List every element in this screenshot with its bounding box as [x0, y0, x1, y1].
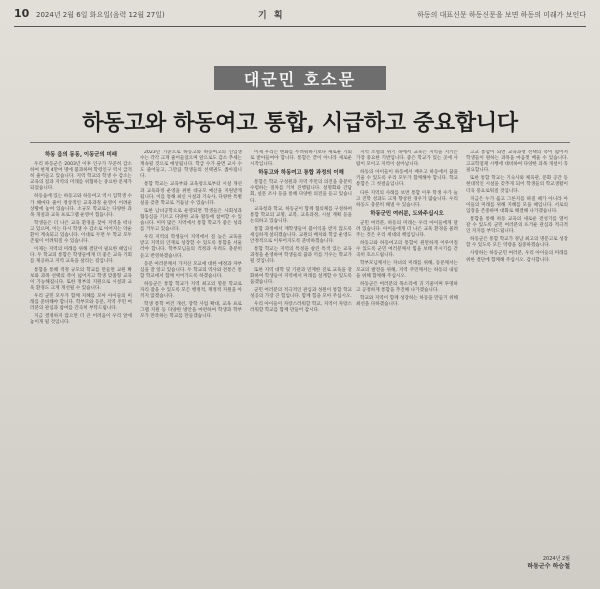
- paragraph: 하동고와 하동여고의 통합이 원만하게 이루어질 수 있도록 군민 여러분께서 힘을 보태 주시기를 간곡히 호소드립니다.: [356, 241, 458, 259]
- page-number: 10: [14, 7, 30, 20]
- paragraph: 학생 통학 여건 개선, 장학 사업 확대, 교육 프로그램 지원 등 다양한 방안을 마련하여 학생과 학부모가 만족하는 학교를 만들겠습니다.: [140, 302, 242, 320]
- paragraph: 지금 결정하지 않으면 더 큰 어려움이 우리 앞에 놓이게 될 것입니다.: [30, 314, 132, 326]
- paragraph: 교육청과 학교, 하동군이 함께 협의체를 구성하여 통합 학교의 교명, 교복, 교육과정, 시설 계획 등을 논의하고 있습니다.: [250, 206, 352, 224]
- paragraph: 이제는 지역의 미래를 위해 결단이 필요한 때입니다. 두 학교의 통합은 학생들에게 더 좋은 교육 기회를 제공하고 지역 교육을 살리는 길입니다.: [30, 247, 132, 265]
- paragraph: 지역 소멸의 위기 속에서 교육은 지역을 지키는 가장 중요한 기반입니다. 좋은 학교가 있는 곳에 사람이 모이고 지역이 살아납니다.: [356, 150, 458, 168]
- article-kicker: 대군민 호소문: [214, 66, 386, 90]
- paragraph: 학생들은 더 나은 교육 환경을 찾아 지역을 떠나고 있으며, 이는 다시 학생 수 감소로 이어지는 악순환이 계속되고 있습니다. 이대로 두면 두 학교 모두 존립이 어려워질 수 있습니다.: [30, 220, 132, 245]
- paragraph: 또한 남녀공학으로 운영되면 학생들은 사회성과 협동심을 기르고 다양한 교육 활동에 참여할 수 있습니다. 이미 많은 지역에서 통합 학교가 좋은 성과를 거두고 있습니다.: [140, 208, 242, 233]
- paragraph: 군민 여러분의 적극적인 관심과 성원이 통합 학교 성공의 가장 큰 힘입니다. 함께 힘을 모아 주십시오.: [250, 287, 352, 299]
- paragraph: 통합 학교는 교육부와 교육청으로부터 시설 개선과 교육과정 운영을 위한 대규모 예산을 지원받게 됩니다. 이를 통해 최신 시설과 기숙사, 다양한 특별실을 갖춘 학교로 거듭날 수 있습니다.: [140, 182, 242, 206]
- paragraph: 이제 우리는 변화를 두려워하기보다 새로운 기회로 받아들여야 합니다. 통합은 끝이 아니라 새로운 시작입니다.: [250, 150, 352, 168]
- paragraph: 2023년 기준으로 하동고와 하동여고의 신입생 수는 각각 크게 줄어들었으며 앞으로도 감소 추세는 계속될 것으로 예상됩니다. 학급 수가 줄면 교사 수도 줄어들고, 그만큼 학생들의 선택권도 좁아집니다.: [140, 150, 242, 180]
- paragraph: 학교와 지역이 함께 성장하는 하동을 만들기 위해 최선을 다하겠습니다.: [356, 295, 458, 307]
- paragraph: 군민 여러분, 하동의 미래는 우리 아이들에게 달려 있습니다. 아이들에게 더 나은 교육 환경을 물려주는 것은 우리 세대의 책임입니다.: [356, 220, 458, 239]
- paragraph: 하동의 아이들이 하동에서 배우고 하동에서 꿈을 키울 수 있도록 우리 모두가 함께해야 합니다. 학교 통합은 그 첫걸음입니다.: [356, 170, 458, 188]
- article-column-4: [356, 150, 458, 575]
- paragraph: 다른 지역의 사례를 보면 통합 이후 학생 수가 늘고 진학 성과도 크게 향상된 경우가 많습니다. 우리 하동도 충분히 해낼 수 있습니다.: [356, 190, 458, 208]
- paragraph: 통합을 통해 적정 규모의 학교를 만들면 교원 확보와 과목 선택의 폭이 넓어지고 학생 맞춤형 교육이 가능해집니다. 또한 정부의 지원으로 시설과 교육 환경도 크게 개선될 수 있습니다.: [30, 267, 132, 291]
- article-column-5: [466, 150, 568, 550]
- article-headline: 하동고와 하동여고 통합, 시급하고 중요합니다: [82, 111, 518, 136]
- paragraph: 우리 지역의 학생들이 지역에서 질 높은 교육을 받고 지역의 인재로 성장할 수 있도록 통합을 서둘러야 합니다. 학부모님들의 걱정과 우려도 충분히 듣고 반영하겠습니다.: [140, 235, 242, 259]
- headline-divider: [30, 142, 570, 143]
- section-label: 기 획: [258, 11, 285, 21]
- issue-date: 2024년 2월 6일 화요일(음력 12월 27일): [36, 11, 165, 19]
- paragraph: 하동읍에 있는 하동고와 하동여고 역시 입학생 수가 해마다 줄어 정상적인 교육과정 운영이 어려운 상황에 놓여 있습니다. 소규모 학교로는 다양한 과목 개설과 교육 프로그램 운영이 힘듭니다.: [30, 194, 132, 218]
- signature-name: 하동군수 하승철: [527, 563, 570, 570]
- paragraph: 하동군은 통합 학교가 경남 최고의 명문고로 성장할 수 있도록 모든 역량을 집중하겠습니다.: [466, 237, 568, 249]
- column-3-subheading: 하동고와 하동여고 통합 과정의 이해: [258, 170, 344, 177]
- masthead: [14, 4, 586, 27]
- paragraph: 하동군은 통합 학교가 지역 최고의 명문 학교로 자리 잡을 수 있도록 모든 행정적, 재정적 지원을 아끼지 않겠습니다.: [140, 281, 242, 300]
- article-column-1: [30, 150, 132, 575]
- paragraph: 통합을 통해 하동 교육의 새로운 전성기를 열어 갈 수 있도록 군민 여러분의 뜨거운 관심과 적극적인 지지를 부탁드립니다.: [466, 216, 568, 235]
- paragraph: 통합은 학교 구성원과 지역 주민의 의견을 충분히 수렴하는 절차를 거쳐 진행됩니다. 설명회와 간담회, 설문 조사 등을 통해 다양한 의견을 듣고 있습니다.: [250, 180, 352, 204]
- signature-block: [527, 556, 570, 570]
- masthead-slogan: 하동의 대표신문 하동신문을 보면 하동의 미래가 보인다: [417, 11, 586, 19]
- article-column-2: [140, 150, 242, 575]
- paragraph: 우리 아이들이 자랑스러워할 학교, 지역이 자랑스러워할 학교를 함께 만들어 갑시다.: [250, 301, 352, 314]
- paragraph: 통합 과정에서 재학생들이 불이익을 받지 않도록 세심하게 살피겠습니다. 교원의 배치와 학급 운영도 안정적으로 이루어지도록 준비하겠습니다.: [250, 226, 352, 245]
- signature-date: 2024년 2월: [542, 556, 570, 562]
- paragraph: 또한 통합 학교는 기숙사와 체육관, 문화 공간 등 현대적인 시설을 갖추게 되어 학생들의 학교생활이 더욱 풍요로워질 것입니다.: [466, 176, 568, 194]
- paragraph: 통합 학교는 지역의 특성을 살린 특색 있는 교육과정을 운영하여 학생들의 꿈과 끼를 키우는 학교가 될 것입니다.: [250, 247, 352, 265]
- paragraph: 우리 군민 모두가 함께 지혜를 모아 아이들의 미래를 준비해야 합니다. 학부모와 동문, 지역 주민 여러분의 관심과 참여를 간곡히 부탁드립니다.: [30, 293, 132, 312]
- paragraph: 동문 여러분께서 가지신 모교에 대한 애정과 자부심을 잘 알고 있습니다. 두 학교의 역사와 전통은 통합 학교에서 함께 이어가도록 하겠습니다.: [140, 261, 242, 279]
- paragraph: 지금은 누가 옳고 그른지를 따질 때가 아니라 아이들의 미래를 위해 지혜를 모을 때입니다. 서로의 입장을 존중하며 대화로 해결해 나가겠습니다.: [466, 196, 568, 214]
- article-column-3: [250, 150, 352, 575]
- paragraph: 하동군은 여러분의 목소리에 귀 기울이며 투명하고 공정하게 통합을 추진해 나가겠습니다.: [356, 281, 458, 293]
- paragraph: 고교 통합이 되면 교육과정 선택의 폭이 넓어져 학생들이 원하는 과목을 마음껏 배울 수 있습니다. 고교학점제 시행에 대비하여 다양한 과목 개설이 꼭 필요합니다.: [466, 150, 568, 174]
- column-1-subheading: 하동 읍의 동동, 이동군의 미래: [44, 152, 118, 158]
- paragraph: 학부모님께서는 자녀의 미래를 위해, 동문께서는 모교의 발전을 위해, 지역 주민께서는 하동의 내일을 위해 함께해 주십시오.: [356, 261, 458, 279]
- paragraph: 또한 지역 대학 및 기관과 연계한 진로 교육을 강화하여 학생들이 지역에서 미래를 설계할 수 있도록 돕겠습니다.: [250, 267, 352, 285]
- paragraph: 사랑하는 하동군민 여러분, 우리 아이들의 미래를 위한 결단에 함께해 주십시오. 감사합니다.: [466, 251, 568, 263]
- paragraph: 우리 하동군은 2003년 이후 인구가 꾸준히 감소하여 현재 4만여 명에 불과하며 학령인구 역시 급격히 줄어들고 있습니다. 지역 학교의 학생 수 감소는 교육의 질과 지역의 미래를 위협하는 중요한 문제가 되었습니다.: [30, 162, 132, 192]
- column-4-subheading: 하동군민 여러분, 도와주십시오: [370, 210, 444, 217]
